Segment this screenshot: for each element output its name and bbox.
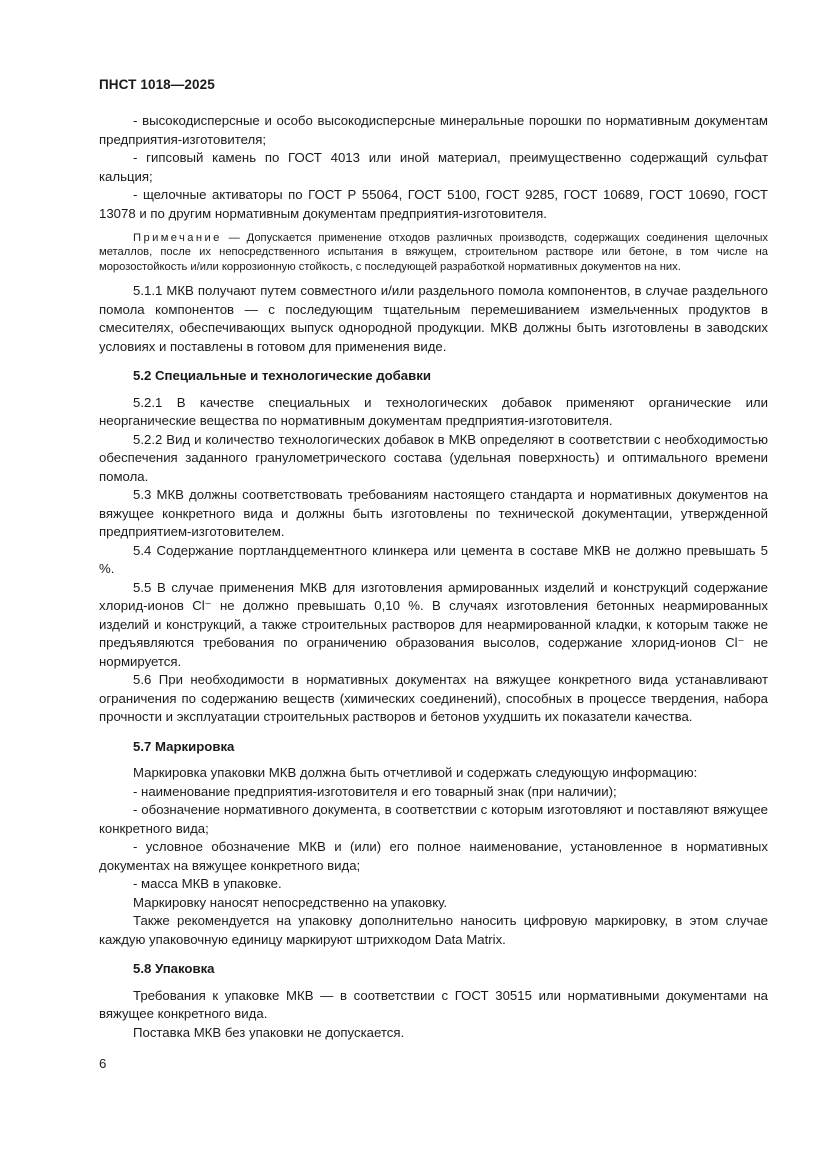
clause-5-1-1: 5.1.1 МКВ получают путем совместного и/или раздельного помола компонентов, в случае раздельного помола компонентов — с последующим тщательным перемешиванием измельченных продуктов в смесителях, обеспечивающих выпуск однородной продукции. МКВ должны быть изготовлены в заводских условиях и поставлены в готовом для применения виде. <box>99 283 768 354</box>
list-item-mass: - масса МКВ в упаковке. <box>133 876 282 892</box>
list-item-normative-document: - обозначение нормативного документа, в соответствии с которым изготовляют и поставляют вяжущее конкретного вида; <box>99 802 768 836</box>
note <box>99 231 768 274</box>
list-item-designation: - условное обозначение МКВ и (или) его полное наименование, установленное в нормативных документах на вяжущее конкретного вида; <box>99 839 768 873</box>
clause-5-3: 5.3 МКВ должны соответствовать требованиям настоящего стандарта и нормативных документов на вяжущее конкретного вида и должны быть изготовлены по технической документации, утвержденной предприятием-изготовителем. <box>99 487 768 540</box>
section-heading-5-8: 5.8 Упаковка <box>133 961 215 977</box>
list-item-activators: - щелочные активаторы по ГОСТ Р 55064, ГОСТ 5100, ГОСТ 9285, ГОСТ 10689, ГОСТ 10690, ГОСТ 13078 и по другим нормативным документам предприятия-изготовителя. <box>99 187 768 221</box>
document-body <box>99 112 768 1042</box>
clause-5-6: 5.6 При необходимости в нормативных документах на вяжущее конкретного вида устанавливают ограничения по содержанию веществ (химических соединений), способных в процессе твердения, набора прочности и эксплуатации строительных растворов и бетонов ухудшить их показатели качества. <box>99 672 768 725</box>
section-heading-5-2: 5.2 Специальные и технологические добавки <box>133 368 431 384</box>
marking-digital: Также рекомендуется на упаковку дополнительно наносить цифровую маркировку, в этом случае каждую упаковочную единицу маркируют штрихкодом Data Matrix. <box>99 913 768 947</box>
packaging-requirements: Требования к упаковке МКВ — в соответствии с ГОСТ 30515 или нормативными документами на вяжущее конкретного вида. <box>99 987 768 1022</box>
clause-5-2-2: 5.2.2 Вид и количество технологических добавок в МКВ определяют в соответствии с необходимостью обеспечения заданного гранулометрического состава (удельная поверхность) и оптимального времени помола. <box>99 431 768 484</box>
note-text: — Допускается применение отходов различных производств, содержащих соединения щелочных металлов, после их непосредственного испытания в вяжущем, строительном растворе или бетоне, в том числе на морозостойкость и/или коррозионную стойкость, с последующей разработкой нормативных документов на них. <box>99 232 768 273</box>
marking-application: Маркировку наносят непосредственно на упаковку. <box>133 894 448 910</box>
page-number: 6 <box>99 1056 107 1071</box>
packaging-delivery: Поставка МКВ без упаковки не допускается. <box>133 1024 405 1040</box>
marking-intro: Маркировка упаковки МКВ должна быть отчетливой и содержать следующую информацию: <box>133 765 698 781</box>
list-item-powders: - высокодисперсные и особо высокодисперсные минеральные порошки по нормативным документам предприятия-изготовителя; <box>99 113 768 147</box>
note-label: Примечание <box>133 232 222 244</box>
clause-5-2-1: 5.2.1 В качестве специальных и технологических добавок применяют органические или неорганические вещества по нормативным документам предприятия-изготовителя. <box>99 394 768 429</box>
section-heading-5-7: 5.7 Маркировка <box>133 738 235 754</box>
list-item-gypsum: - гипсовый камень по ГОСТ 4013 или иной материал, преимущественно содержащий сульфат кальция; <box>99 150 768 184</box>
document-code: ПНСТ 1018—2025 <box>99 77 215 92</box>
list-item-manufacturer: - наименование предприятия-изготовителя и его товарный знак (при наличии); <box>133 783 617 799</box>
clause-5-5: 5.5 В случае применения МКВ для изготовления армированных изделий и конструкций содержание хлорид-ионов Cl⁻ не должно превышать 0,10 %. В случаях изготовления бетонных неармированных изделий и конструкций, а также строительных растворов для неармированной кладки, к которым также не предъявляются требования по ограничению образования высолов, содержание хлорид-ионов Cl⁻ не нормируется. <box>99 579 768 669</box>
clause-5-4: 5.4 Содержание портландцементного клинкера или цемента в составе МКВ не должно превышать 5 %. <box>99 542 768 577</box>
